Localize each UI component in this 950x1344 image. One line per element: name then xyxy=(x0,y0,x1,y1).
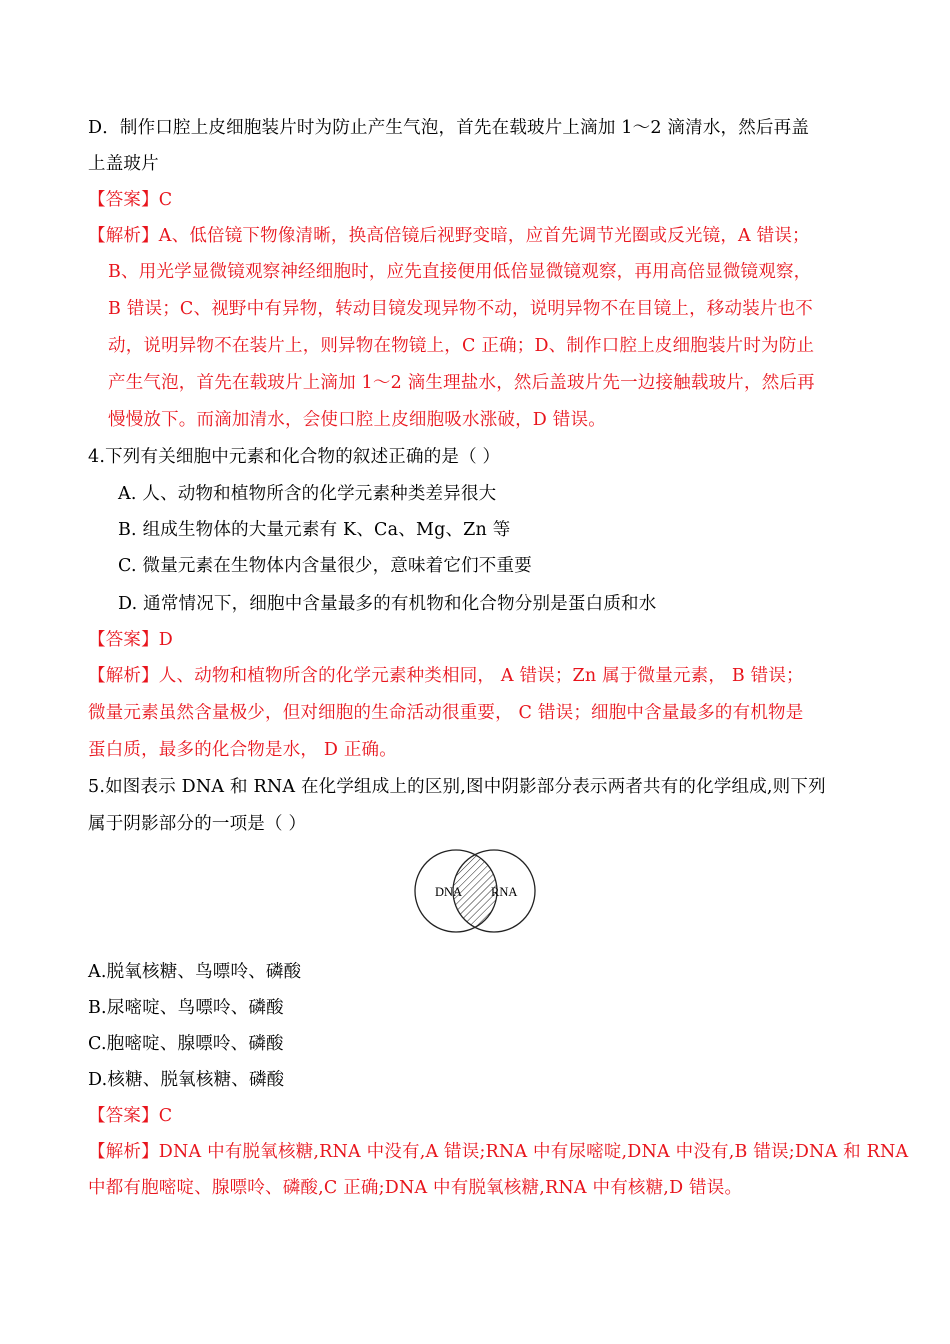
q3-analysis-line: 产生气泡，首先在载玻片上滴加 1～2 滴生理盐水，然后盖玻片先一边接触载玻片，然后再 xyxy=(108,373,815,393)
q3-analysis-line: 慢慢放下。而滴加清水，会使口腔上皮细胞吸水涨破，D 错误。 xyxy=(108,410,606,430)
q5-option-c: C.胞嘧啶、腺嘌呤、磷酸 xyxy=(88,1034,284,1054)
dna-rna-venn-diagram xyxy=(412,849,538,935)
q4-option-a: A. 人、动物和植物所含的化学元素种类差异很大 xyxy=(118,484,497,504)
q3-analysis-line: 动，说明异物不在装片上，则异物在物镜上，C 正确；D、制作口腔上皮细胞装片时为防止 xyxy=(108,336,815,356)
q3-analysis-line: B、用光学显微镜观察神经细胞时，应先直接便用低倍显微镜观察，再用高倍显微镜观察， xyxy=(108,262,812,282)
q4-stem: 4.下列有关细胞中元素和化合物的叙述正确的是（ ） xyxy=(88,447,501,467)
q4-option-c: C. 微量元素在生物体内含量很少，意味着它们不重要 xyxy=(118,556,532,576)
q4-option-d: D. 通常情况下，细胞中含量最多的有机物和化合物分别是蛋白质和水 xyxy=(118,594,657,614)
q3-option-d-line2: 上盖玻片 xyxy=(88,154,159,174)
q4-analysis-line: 蛋白质，最多的化合物是水， D 正确。 xyxy=(88,740,397,760)
q4-analysis-line: 微量元素虽然含量极少，但对细胞的生命活动很重要， C 错误；细胞中含量最多的有机物是 xyxy=(88,703,804,723)
q5-stem-line2: 属于阴影部分的一项是（ ） xyxy=(88,814,307,834)
q5-option-b: B.尿嘧啶、鸟嘌呤、磷酸 xyxy=(88,998,284,1018)
q3-analysis-line: B 错误；C、视野中有异物，转动目镜发现异物不动，说明异物不在目镜上，移动装片也不 xyxy=(108,299,814,319)
q5-stem-line1: 5.如图表示 DNA 和 RNA 在化学组成上的区别,图中阴影部分表示两者共有的化学组成,则下列 xyxy=(88,777,826,797)
q3-option-d-line1: D．制作口腔上皮细胞装片时为防止产生气泡，首先在载玻片上滴加 1～2 滴清水，然后再盖 xyxy=(88,118,810,138)
q5-option-a: A.脱氧核糖、鸟嘌呤、磷酸 xyxy=(88,962,302,982)
q4-analysis-line: 【解析】人、动物和植物所含的化学元素种类相同， A 错误；Zn 属于微量元素， B 错误； xyxy=(88,666,804,686)
rna-label: RNA xyxy=(491,885,518,899)
q5-answer: 【答案】C xyxy=(88,1106,173,1126)
q3-analysis-line: 【解析】A、低倍镜下物像清晰，换高倍镜后视野变暗，应首先调节光圈或反光镜，A 错误； xyxy=(88,226,810,246)
q5-analysis-line: 中都有胞嘧啶、腺嘌呤、磷酸,C 正确;DNA 中有脱氧核糖,RNA 中有核糖,D 错误。 xyxy=(88,1178,743,1198)
dna-label: DNA xyxy=(435,885,463,899)
q3-answer: 【答案】C xyxy=(88,190,173,210)
q5-analysis-line: 【解析】DNA 中有脱氧核糖,RNA 中没有,A 错误;RNA 中有尿嘧啶,DNA 中没有,B 错误;DNA 和 RNA xyxy=(88,1142,909,1162)
q5-option-d: D.核糖、脱氧核糖、磷酸 xyxy=(88,1070,285,1090)
q4-option-b: B. 组成生物体的大量元素有 K、Ca、Mg、Zn 等 xyxy=(118,520,511,540)
q4-answer: 【答案】D xyxy=(88,630,174,650)
